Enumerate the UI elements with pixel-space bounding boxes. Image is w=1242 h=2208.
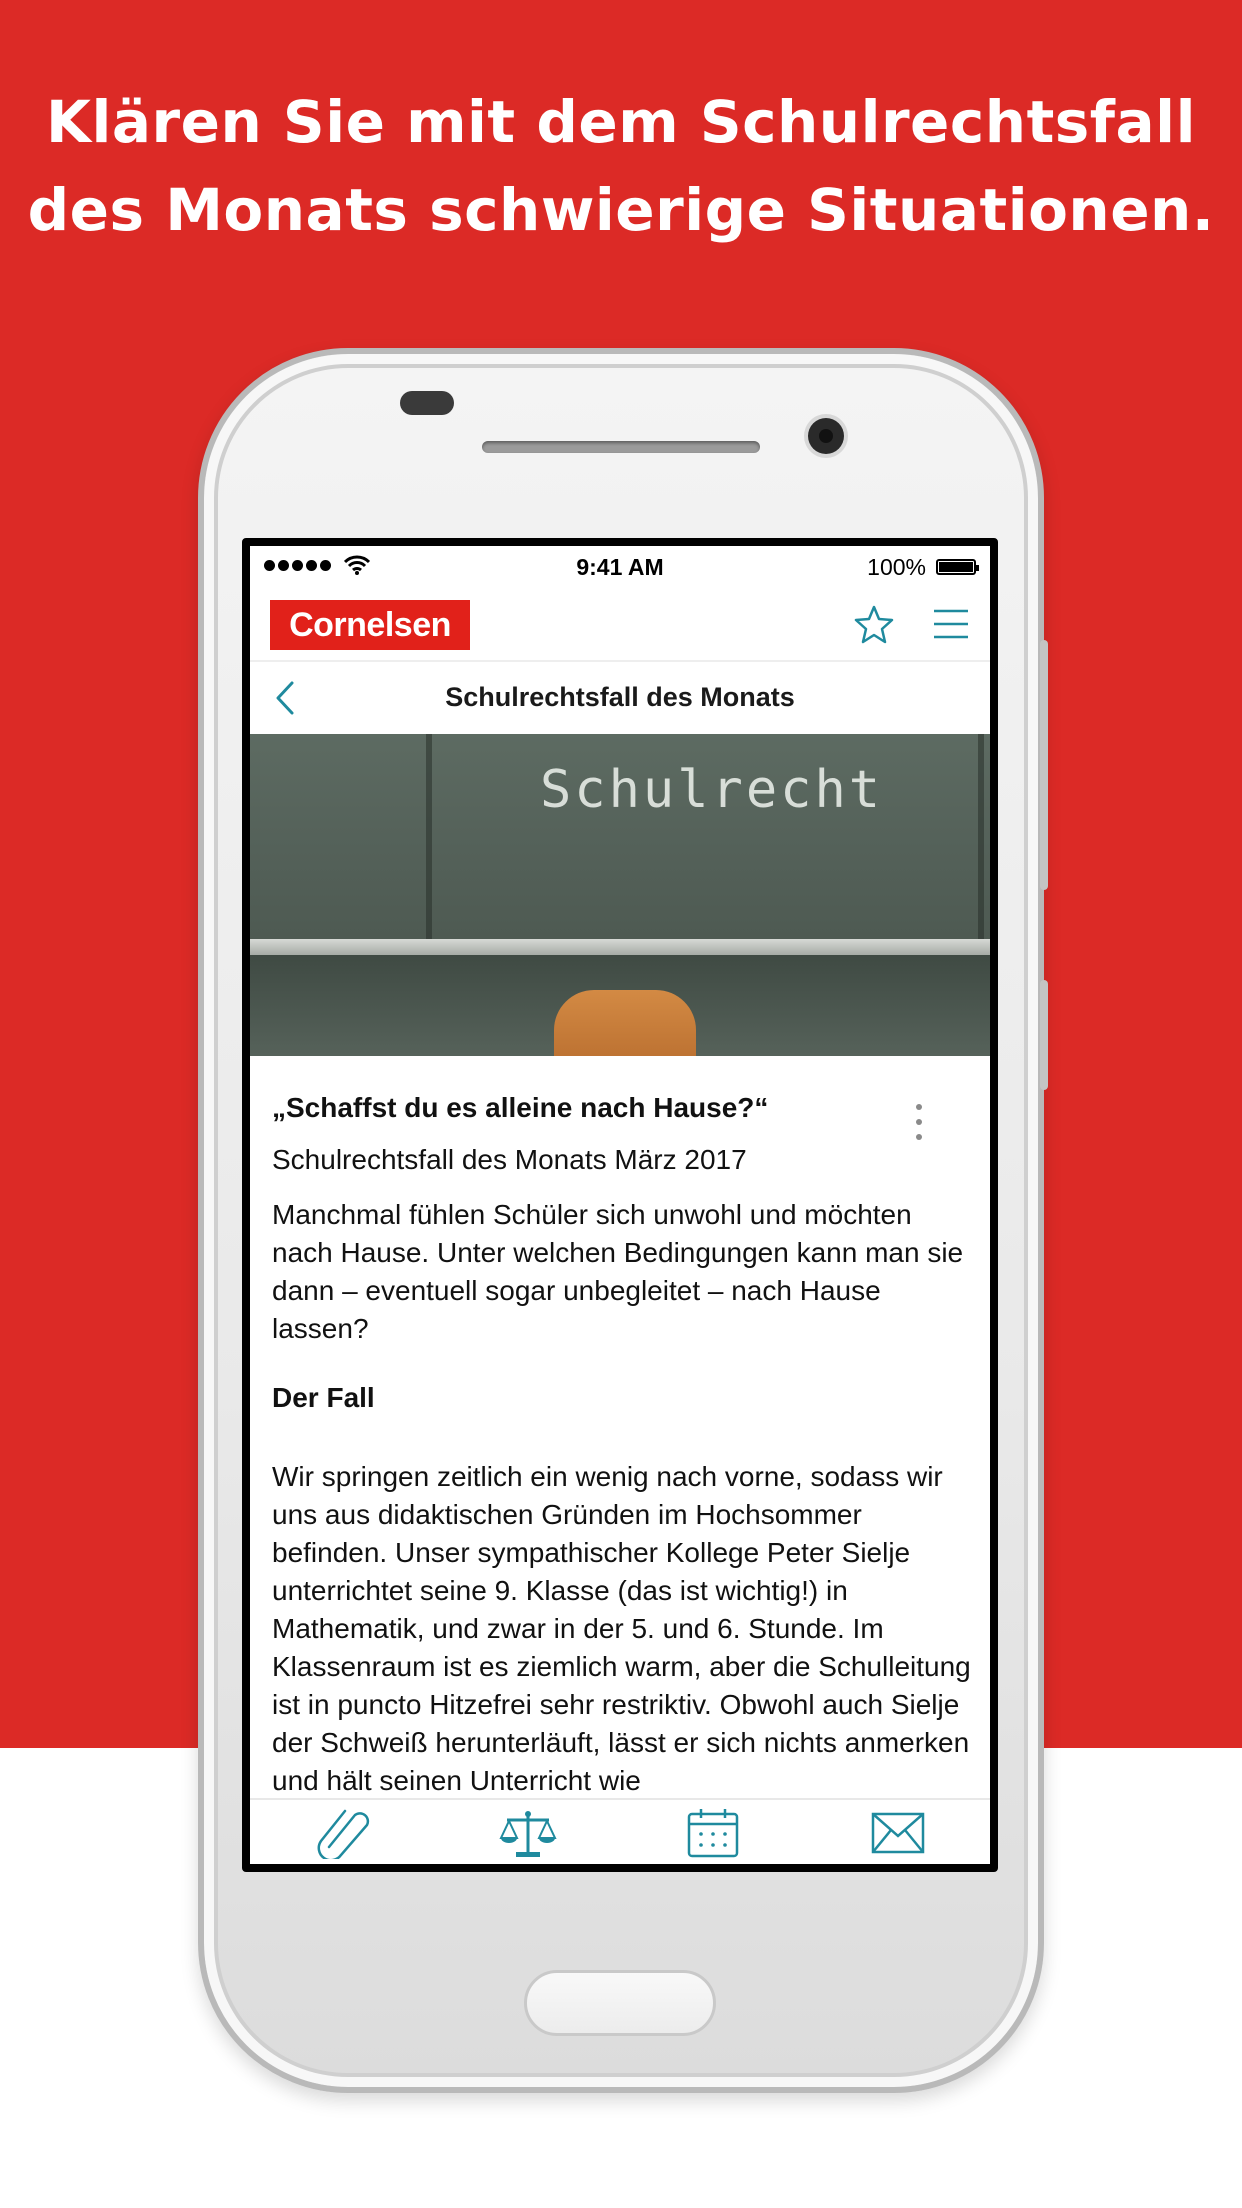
- cornelsen-logo[interactable]: Cornelsen: [270, 600, 470, 650]
- scales-icon: [499, 1808, 557, 1858]
- nav-bar: [250, 660, 990, 734]
- tab-mail[interactable]: [805, 1800, 990, 1864]
- headline-line-2: des Monats schwierige Situationen.: [27, 176, 1215, 244]
- mail-icon: [871, 1812, 925, 1854]
- tab-calendar[interactable]: [620, 1800, 805, 1864]
- app-header: [250, 588, 990, 662]
- paperclip-icon: [315, 1807, 371, 1859]
- promo-headline: [0, 78, 1242, 254]
- tab-law[interactable]: [435, 1800, 620, 1864]
- more-options-icon[interactable]: [914, 1102, 924, 1142]
- chalk-rail: [250, 939, 990, 955]
- menu-icon[interactable]: [932, 608, 970, 640]
- article-title: „Schaffst du es alleine nach Hause?“: [272, 1092, 769, 1123]
- tab-attachments[interactable]: [250, 1800, 435, 1864]
- chair-back: [554, 990, 696, 1056]
- status-bar: [250, 546, 990, 588]
- battery-icon: [936, 559, 976, 575]
- section-heading: Der Fall: [272, 1382, 375, 1413]
- headline-line-1: Klären Sie mit dem Schulrechtsfall: [46, 88, 1196, 156]
- chalkboard-text: Schulrecht: [540, 760, 884, 820]
- app-screen: [250, 546, 990, 1864]
- article-subtitle: Schulrechtsfall des Monats März 2017: [272, 1144, 747, 1175]
- status-time: 9:41 AM: [576, 554, 664, 580]
- phone-speaker: [482, 441, 760, 453]
- phone-sensor: [400, 391, 454, 415]
- front-camera: [808, 418, 844, 454]
- phone-side-grip: [1040, 980, 1048, 1090]
- battery-percent: 100%: [867, 554, 926, 580]
- page-title: Schulrechtsfall des Monats: [445, 682, 795, 712]
- phone-screen: [242, 538, 998, 1872]
- hero-image: [250, 734, 990, 1056]
- calendar-icon: [687, 1808, 739, 1858]
- star-icon[interactable]: [854, 604, 894, 644]
- home-button[interactable]: [524, 1970, 716, 2036]
- phone-side-button: [1040, 640, 1048, 890]
- bottom-tab-bar: [250, 1798, 990, 1864]
- article-intro: Manchmal fühlen Schüler sich unwohl und möchten nach Hause. Unter welchen Bedingungen kann man sie dann – eventuell sogar unbegleitet – nach Hause lassen?: [272, 1199, 964, 1344]
- article-body: Wir springen zeitlich ein wenig nach vorne, sodass wir uns aus didaktischen Gründen im Hochsommer befinden. Unser sympathischer Kollege Peter Sielje unterrichtet seine 9. Klasse (das ist wichtig!) in Mathematik, und zwar in der 5. und 6. Stunde. Im Klassenraum ist es ziemlich warm, aber die Schulleitung ist in puncto Hitzefrei sehr restriktiv. Obwohl auch Sielje der Schweiß herunterläuft, lässt er sich nichts anmerken und hält seinen Unterricht wie: [272, 1461, 971, 1796]
